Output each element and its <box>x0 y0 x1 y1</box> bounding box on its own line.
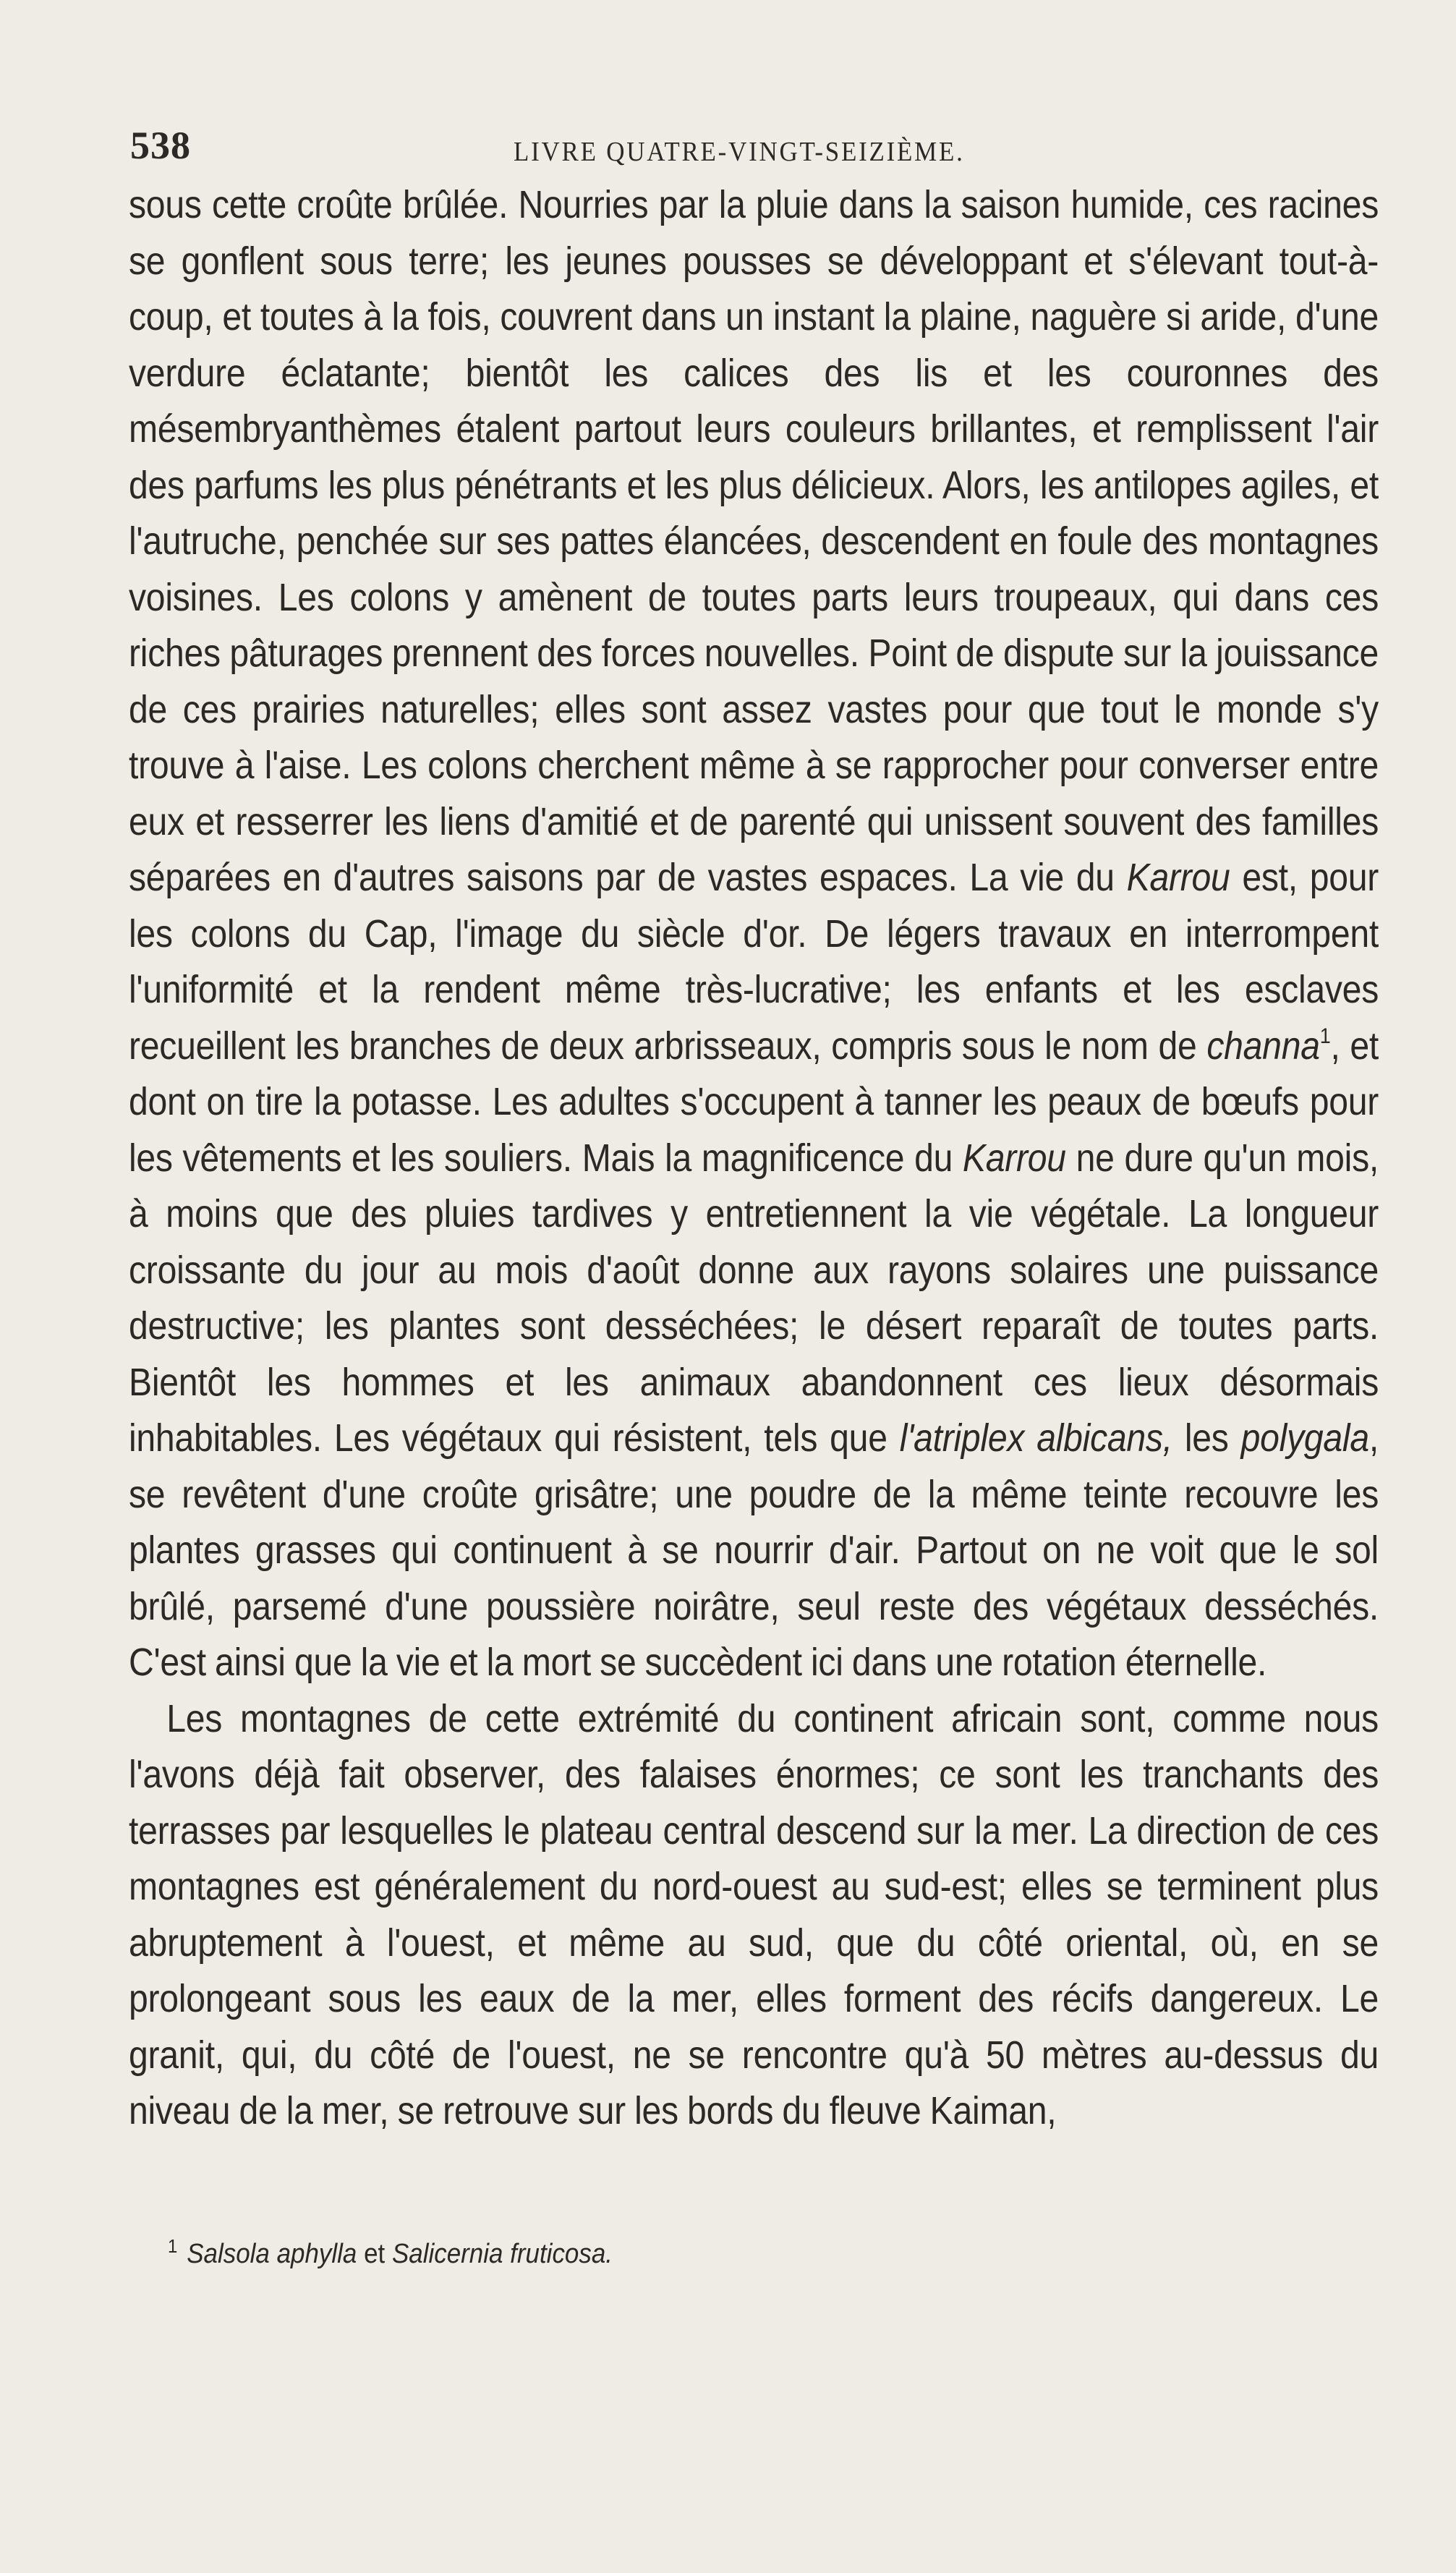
text-run: sous cette croûte brûlée. Nourries par la pluie dans la saison humide, ces racines se gonflent sous terre; les jeunes pousses se développant et s'élevant tout-à-coup, et toutes à la fois, couvrent dans un instant la plaine, naguère si aride, d'une verdure éclatante; bientôt les calices des lis et les couronnes des mésembryanthèmes étalent partout leurs couleurs brillantes, et remplissent l'air des parfums les plus pénétrants et les plus délicieux. Alors, les antilopes agiles, et l'autruche, penchée sur ses pattes élancées, descendent en foule des montagnes voisines. Les colons y amènent de toutes parts leurs troupeaux, qui dans ces riches pâturages prennent des forces nouvelles. Point de dispute sur la jouissance de ces prairies naturelles; elles sont assez vastes pour que tout le monde s'y trouve à l'aise. Les colons cherchent même à se rapprocher pour converser entre eux et resserrer les liens d'amitié et de parenté qui unissent souvent des familles séparées en d'autres saisons par de vastes espaces. La vie du <box>129 184 1379 899</box>
text-run: est, pour les colons du Cap, l'image du siècle d'or. De légers travaux en interrompent l'uniformité et la rendent même très-lucrative; les enfants et les esclaves recueillent les branches de deux arbrisseaux, compris sous le nom de <box>129 856 1379 1068</box>
term-polygala: polygala <box>1240 1417 1369 1460</box>
footnote-term-salsola: Salsola aphylla <box>187 2239 357 2269</box>
body-text <box>129 177 1379 2140</box>
paragraph-1 <box>129 177 1379 1691</box>
term-karrou: Karrou <box>1126 856 1230 899</box>
footnote-reference: 1 <box>1319 1024 1331 1048</box>
text-run: , et dont on tire la potasse. Les adultes s'occupent à tanner les peaux de bœufs pour les vêtements et les souliers. Mais la magnificence du <box>129 1024 1379 1180</box>
footnote-mark: 1 <box>168 2235 178 2257</box>
footnote <box>168 2235 613 2270</box>
paragraph-2: Les montagnes de cette extrémité du continent africain sont, comme nous l'avons déjà fait observer, des falaises énormes; ce sont les tranchants des terrasses par lesquelles le plateau central descend sur la mer. La direction de ces montagnes est généralement du nord-ouest au sud-est; elles se terminent plus abruptement à l'ouest, et même au sud, que du côté oriental, où, en se prolongeant sous les eaux de la mer, elles forment des récifs dangereux. Le granit, qui, du côté de l'ouest, ne se rencontre qu'à 50 mètres au-dessus du niveau de la mer, se retrouve sur les bords du fleuve Kaiman, <box>129 1697 1379 2132</box>
footnote-text: et <box>357 2239 392 2269</box>
running-title: LIVRE QUATRE-VINGT-SEIZIÈME. <box>514 137 965 167</box>
running-header <box>130 123 1331 174</box>
term-atriplex: l'atriplex albicans, <box>899 1417 1172 1460</box>
page-number: 538 <box>130 124 191 167</box>
text-run: ne dure qu'un mois, à moins que des pluies tardives y entretiennent la vie végétale. La longueur croissante du jour au mois d'août donne aux rayons solaires une puissance destructive; les plantes sont desséchées; le désert reparaît de toutes parts. Bientôt les hommes et les animaux abandonnent ces lieux désormais inhabitables. Les végétaux qui résistent, tels que <box>129 1136 1379 1460</box>
footnote-term-salicornia: Salicernia fruticosa. <box>391 2239 613 2269</box>
term-karrou: Karrou <box>962 1136 1066 1180</box>
text-run: , se revêtent d'une croûte grisâtre; une poudre de la même teinte recouvre les plantes grasses qui continuent à se nourrir d'air. Partout on ne voit que le sol brûlé, parsemé d'une poussière noirâtre, seul reste des végétaux desséchés. C'est ainsi que la vie et la mort se succèdent ici dans une rotation éternelle. <box>129 1417 1379 1684</box>
term-channa: channa <box>1206 1024 1320 1068</box>
text-run: les <box>1172 1417 1241 1460</box>
